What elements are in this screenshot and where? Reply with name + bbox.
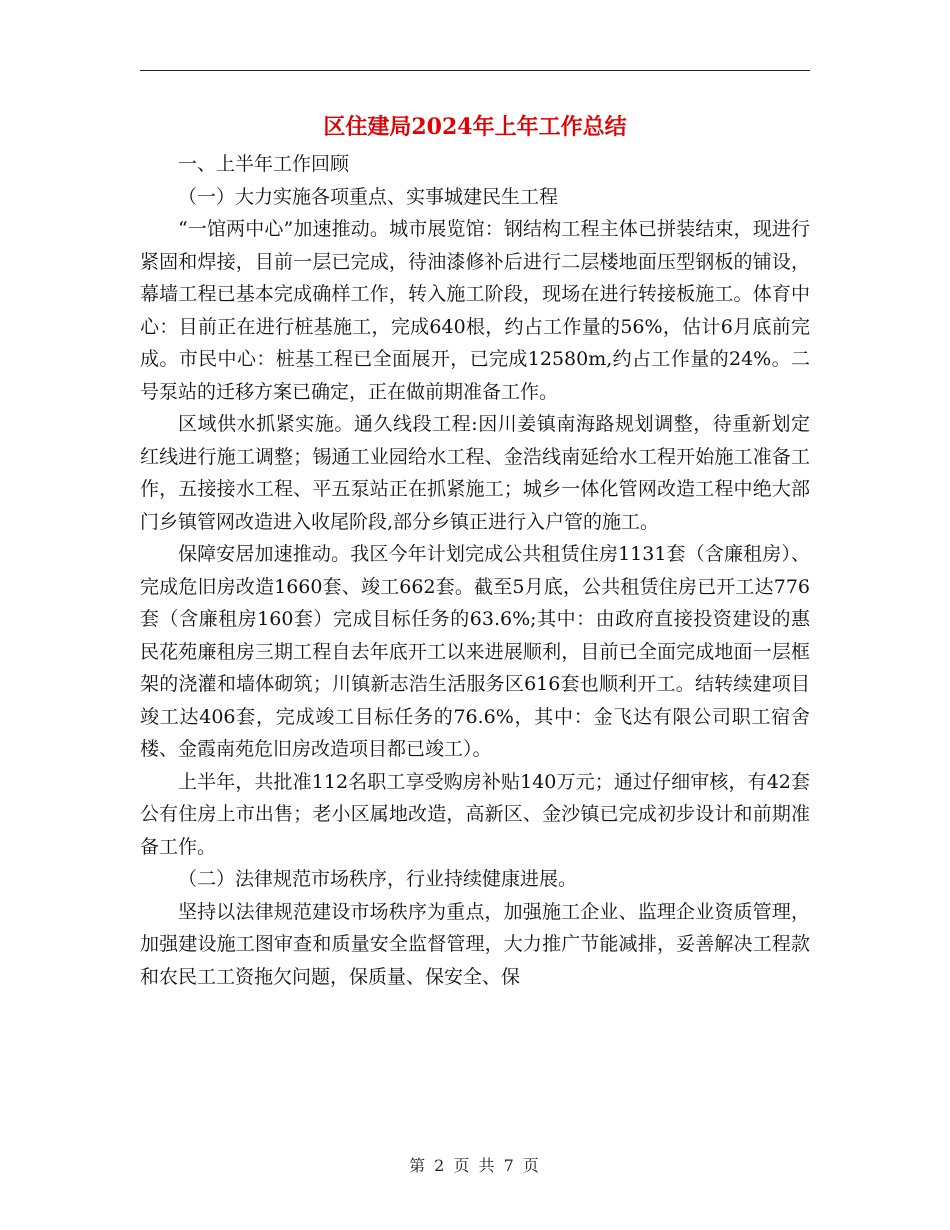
body-paragraph: 保障安居加速推动。我区今年计划完成公共租赁住房1131套（含廉租房）、完成危旧房改造1660套、竣工662套。截至5月底，公共租赁住房已开工达776套（含廉租房160套）完成目标任务的63.6%;其中：由政府直接投资建设的惠民花苑廉租房三期工程自去年底开工以来进展顺利，目前已全面完成地面一层框架的浇灌和墙体砌筑；川镇新志浩生活服务区616套也顺利开工。结转续建项目竣工达406套，完成竣工目标任务的76.6%，其中：金飞达有限公司职工宿舍楼、金霞南苑危旧房改造项目都已竣工）。 [140,543,810,760]
body-paragraph: 坚持以法律规范建设市场秩序为重点，加强施工企业、监理企业资质管理，加强建设施工图审查和质量安全监督管理，大力推广节能减排，妥善解决工程款和农民工工资拖欠问题，保质量、保安全、保 [140,900,810,988]
subsection-heading: （二）法律规范市场秩序，行业持续健康进展。 [178,868,578,890]
document-body [140,148,810,993]
body-paragraph: 上半年，共批准112名职工享受购房补贴140万元；通过仔细审核，有42套公有住房上市出售；老小区属地改造，高新区、金沙镇已完成初步设计和前期准备工作。 [140,770,810,858]
page-number: 第 2 页 共 7 页 [409,1156,541,1175]
section-heading: 一、上半年工作回顾 [178,153,350,175]
document-title: 区住建局2024年上年工作总结 [323,114,627,140]
subsection-heading: （一）大力实施各项重点、实事城建民生工程 [178,185,559,208]
body-paragraph: 区域供水抓紧实施。通久线段工程:因川姜镇南海路规划调整，待重新划定红线进行施工调整；锡通工业园给水工程、金浩线南延给水工程开始施工准备工作，五接接水工程、平五泵站正在抓紧施工；城乡一体化管网改造工程中绝大部门乡镇管网改造进入收尾阶段,部分乡镇正进行入户管的施工。 [140,413,810,533]
header-rule [140,70,810,71]
body-paragraph: “一馆两中心”加速推动。城市展览馆：钢结构工程主体已拼装结束，现进行紧固和焊接，目前一层已完成，待油漆修补后进行二层楼地面压型钢板的铺设，幕墙工程已基本完成确样工作，转入施工阶段，现场在进行转接板施工。体育中心：目前正在进行桩基施工，完成640根，约占工作量的56%，估计6月底前完成。市民中心：桩基工程已全面展开，已完成12580m,约占工作量的24%。二号泵站的迁移方案已确定，正在做前期准备工作。 [140,218,810,403]
